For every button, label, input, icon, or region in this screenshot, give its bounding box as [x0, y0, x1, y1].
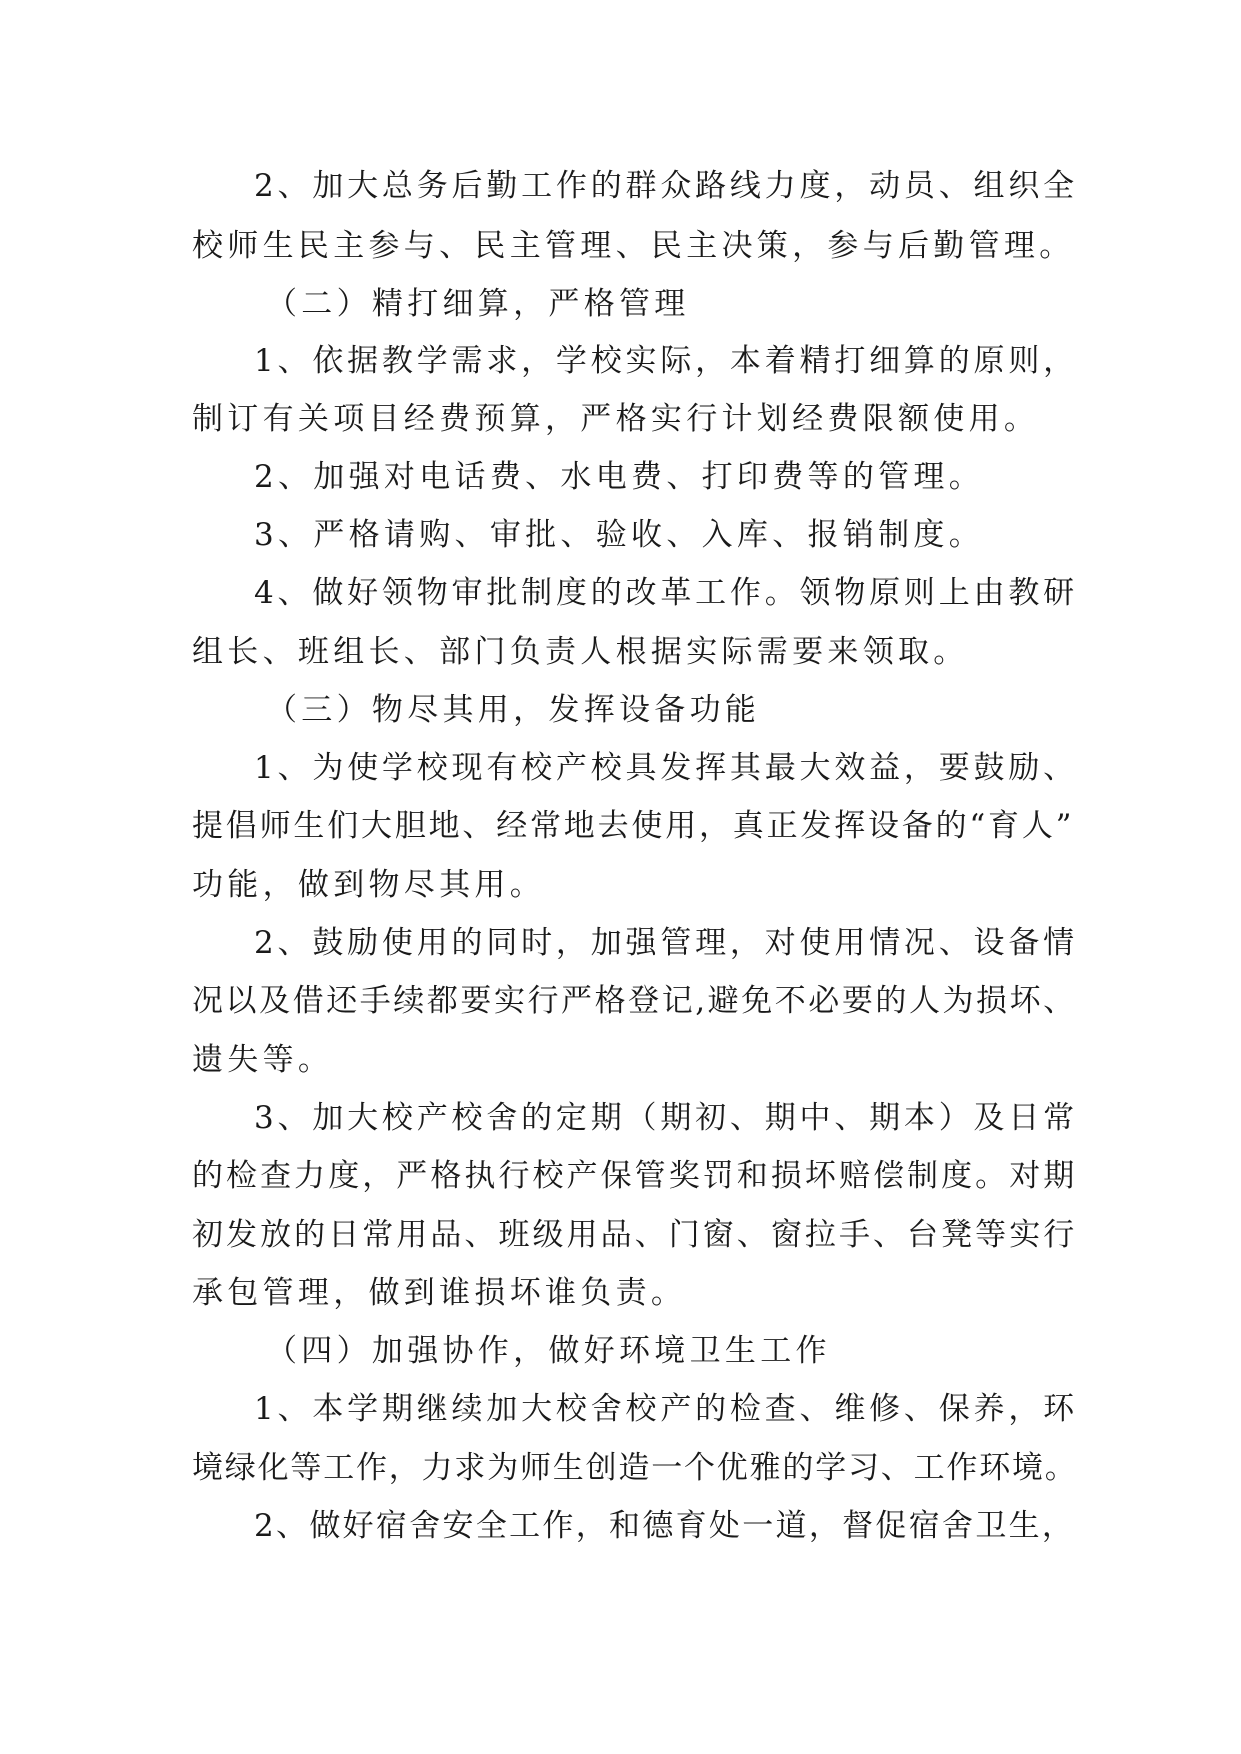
paragraph-line: 3、加大校产校舍的定期（期初、期中、期本）及日常 — [254, 1100, 1078, 1136]
paragraph-line: 4、做好领物审批制度的改革工作。领物原则上由教研 — [254, 575, 1078, 611]
paragraph-line: 的检查力度，严格执行校产保管奖罚和损坏赔偿制度。对期 — [192, 1158, 1078, 1194]
section-heading: （三）物尽其用，发挥设备功能 — [266, 692, 761, 728]
paragraph-line: 境绿化等工作，力求为师生创造一个优雅的学习、工作环境。 — [192, 1450, 1078, 1486]
paragraph-line: 1、依据教学需求，学校实际，本着精打细算的原则， — [254, 343, 1078, 379]
paragraph-line: 校师生民主参与、民主管理、民主决策，参与后勤管理。 — [192, 228, 1075, 264]
section-heading: （四）加强协作，做好环境卫生工作 — [266, 1333, 831, 1369]
paragraph-line: 初发放的日常用品、班级用品、门窗、窗拉手、台凳等实行 — [192, 1217, 1078, 1253]
paragraph-line: 提倡师生们大胆地、经常地去使用，真正发挥设备的“育人” — [192, 808, 1075, 844]
paragraph-line: 1、本学期继续加大校舍校产的检查、维修、保养，环 — [254, 1391, 1078, 1427]
paragraph-line: 制订有关项目经费预算，严格实行计划经费限额使用。 — [192, 401, 1040, 437]
paragraph-line: 组长、班组长、部门负责人根据实际需要来领取。 — [192, 634, 969, 670]
paragraph-line: 2、鼓励使用的同时，加强管理，对使用情况、设备情 — [254, 925, 1078, 961]
paragraph-line: 况以及借还手续都要实行严格登记,避免不必要的人为损坏、 — [192, 983, 1077, 1019]
paragraph-line: 2、加大总务后勤工作的群众路线力度，动员、组织全 — [254, 168, 1078, 204]
paragraph-line: 承包管理，做到谁损坏谁负责。 — [192, 1275, 687, 1311]
section-heading: （二）精打细算，严格管理 — [266, 286, 690, 322]
paragraph-line: 2、加强对电话费、水电费、打印费等的管理。 — [254, 459, 985, 495]
paragraph-line: 功能，做到物尽其用。 — [192, 867, 545, 903]
paragraph-line: 1、为使学校现有校产校具发挥其最大效益，要鼓励、 — [254, 750, 1078, 786]
paragraph-line: 3、严格请购、审批、验收、入库、报销制度。 — [254, 517, 985, 553]
paragraph-line: 遗失等。 — [192, 1042, 334, 1078]
paragraph-line: 2、做好宿舍安全工作，和德育处一道，督促宿舍卫生， — [254, 1508, 1076, 1544]
